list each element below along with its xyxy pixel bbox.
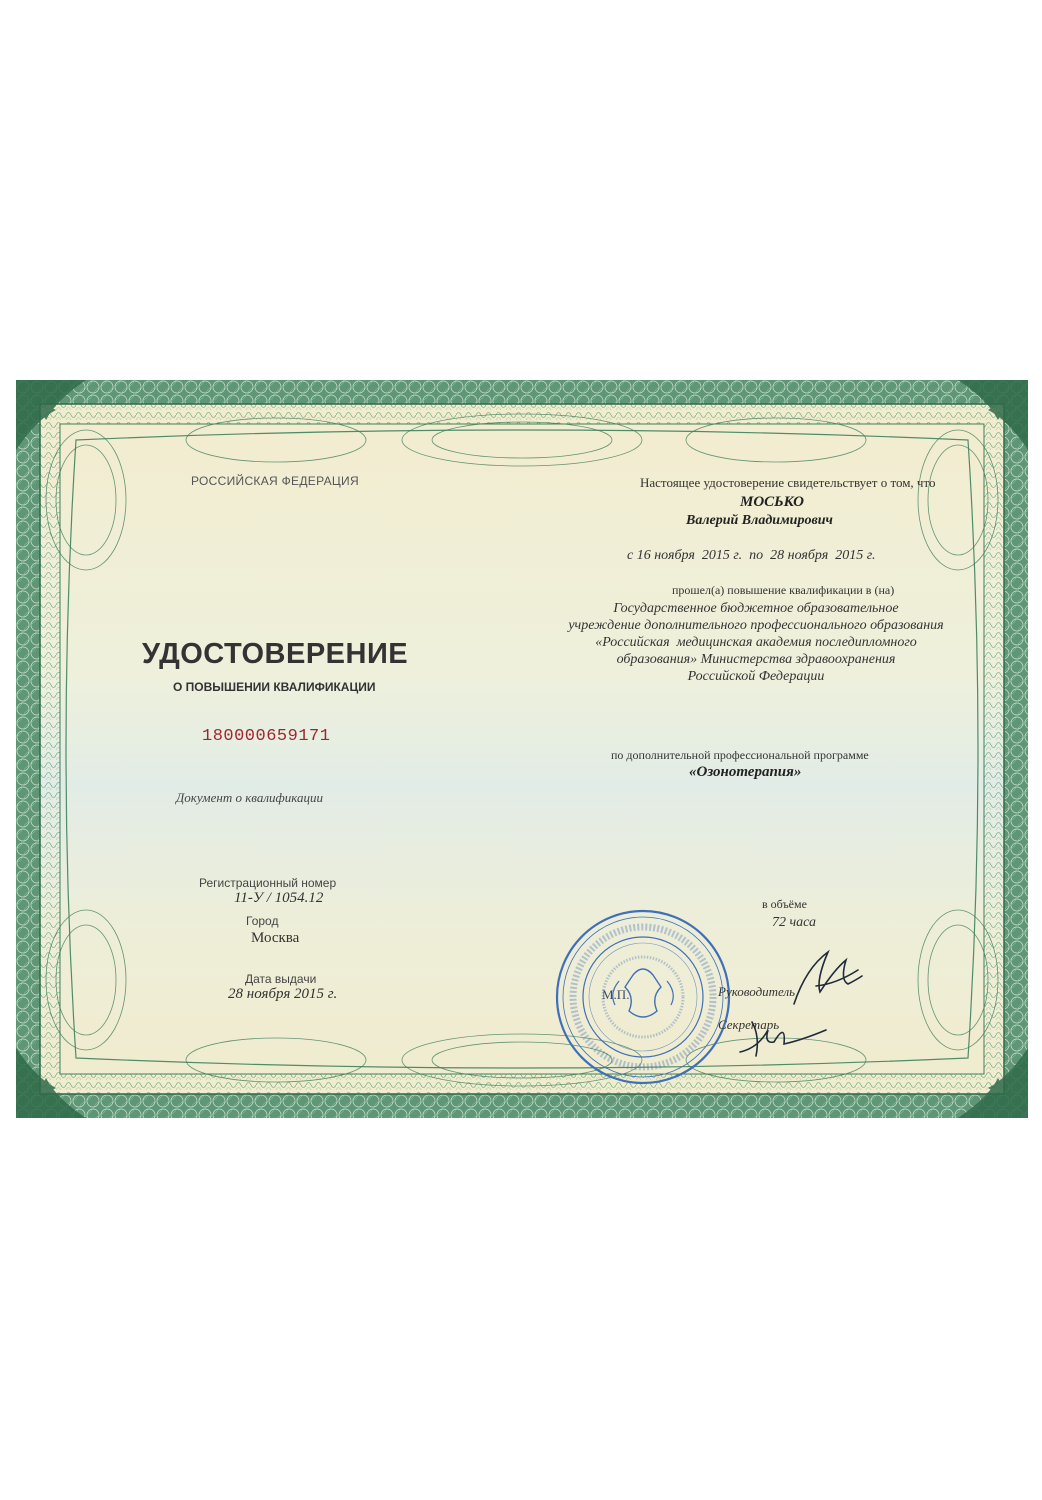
mp-label: М.П. <box>602 987 630 1002</box>
city-label: Город <box>246 914 279 928</box>
secretary-label: Секретарь <box>718 1017 780 1032</box>
issue-date-label: Дата выдачи <box>245 972 317 986</box>
program-name: «Озонотерапия» <box>689 764 802 780</box>
head-label: Руководитель <box>718 984 796 999</box>
head-signature <box>794 952 862 1004</box>
intro-text: Настоящее удостоверение свидетельствует о том, что <box>640 475 936 490</box>
volume-label: в объёме <box>762 897 807 911</box>
institution-line-2: учреждение дополнительного профессионального образования <box>568 618 944 633</box>
volume-value: 72 часа <box>772 915 817 930</box>
institution-line-1: Государственное бюджетное образовательное <box>613 601 899 616</box>
country-label: РОССИЙСКАЯ ФЕДЕРАЦИЯ <box>191 474 359 488</box>
institution-line-3: «Российская медицинская академия последипломного <box>595 635 917 650</box>
holder-name: Валерий Владимирович <box>686 513 833 528</box>
official-stamp <box>557 911 729 1083</box>
holder-surname: МОСЬКО <box>740 494 804 510</box>
institution-line-5: Российской Федерации <box>687 669 825 684</box>
reg-number-value: 11-У / 1054.12 <box>234 890 324 906</box>
program-label: по дополнительной профессиональной программе <box>611 748 869 762</box>
serial-number: 180000659171 <box>202 727 331 746</box>
certificate-subtitle: О ПОВЫШЕНИИ КВАЛИФИКАЦИИ <box>173 680 376 694</box>
training-period: с 16 ноября 2015 г. по 28 ноября 2015 г. <box>627 548 876 563</box>
doc-type-label: Документ о квалификации <box>176 790 323 805</box>
certificate-title: УДОСТОВЕРЕНИЕ <box>142 638 409 670</box>
certificate <box>16 380 1028 1118</box>
issue-date-value: 28 ноября 2015 г. <box>228 986 338 1002</box>
reg-number-label: Регистрационный номер <box>199 876 337 890</box>
institution-line-4: образования» Министерства здравоохранения <box>616 652 896 667</box>
city-value: Москва <box>251 930 300 946</box>
passed-text: прошел(а) повышение квалификации в (на) <box>672 583 895 597</box>
